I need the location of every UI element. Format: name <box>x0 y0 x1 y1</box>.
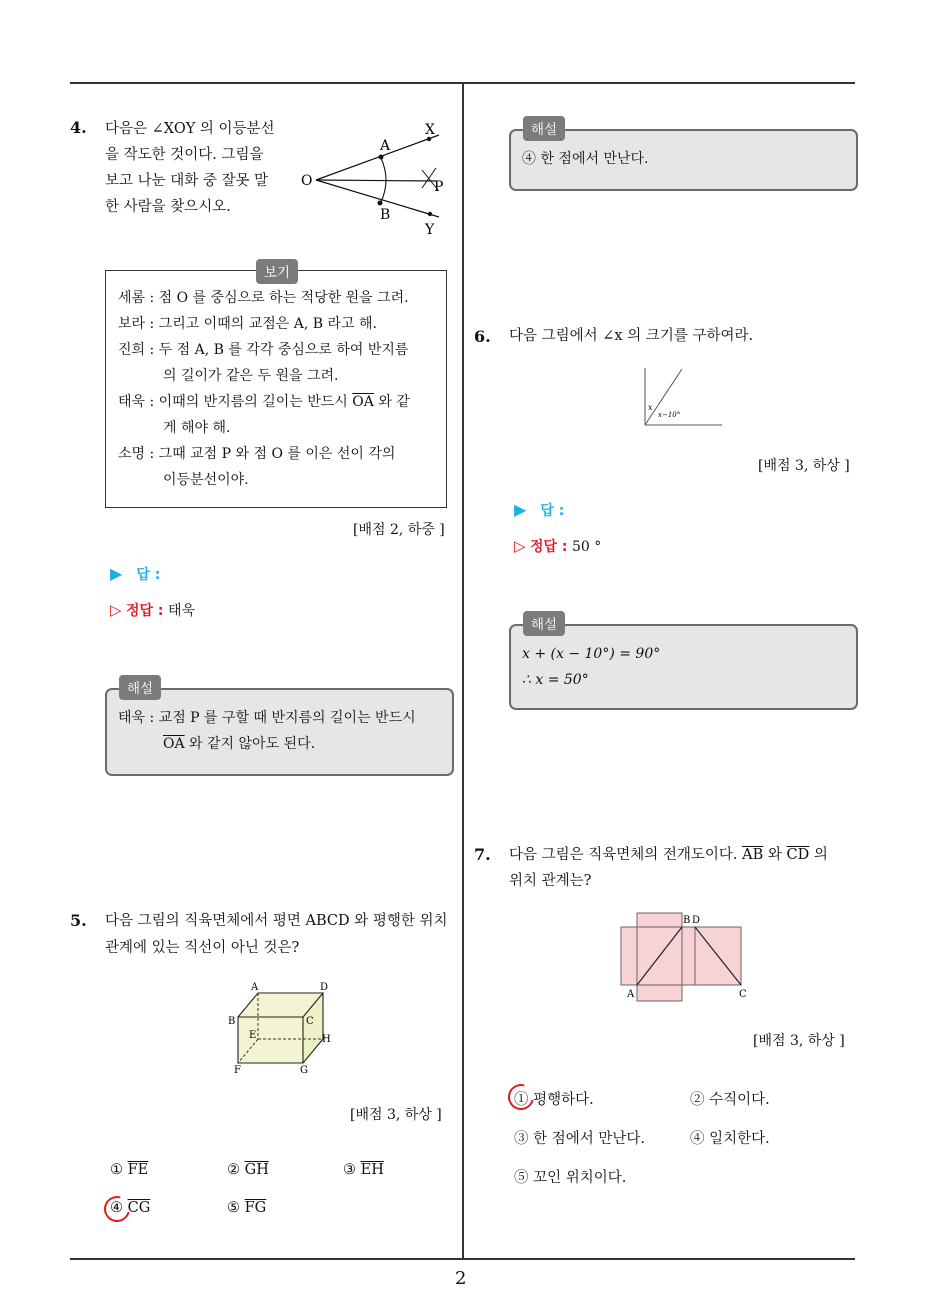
q5-fig-label-f: F <box>234 1065 241 1075</box>
q6-angle-figure <box>640 365 725 430</box>
q6-answer-row <box>514 500 564 520</box>
q4-box-line-2: 보라 : 그리고 이때의 교점은 A, B 라고 해. <box>118 316 377 332</box>
q6-correct-value: 50 ° <box>571 539 602 555</box>
q4-explanation-title: 해설 <box>119 675 161 700</box>
q7-ab: $\overline{AB}$ <box>742 847 764 863</box>
q5-cuboid-figure <box>225 980 340 1075</box>
q4-box-line-8: 이등분선이야. <box>163 472 249 488</box>
q5-line-1: 다음 그림의 직육면체에서 평면 ABCD 와 평행한 위치 <box>105 913 448 929</box>
q5-option-2-value: $\overline{GH}$ <box>244 1162 269 1178</box>
q4-answer-label: 답 : <box>136 567 161 583</box>
q7-score: [배점 3, 하상 ] <box>753 1033 845 1049</box>
q6-fig-label-expr: x−10° <box>658 411 681 419</box>
q6-number: 6. <box>474 327 491 346</box>
q5-number: 5. <box>70 911 87 930</box>
q6-exp-line-1: x + (x − 10°) = 90° <box>522 646 661 662</box>
q7-option-2[interactable] <box>690 1088 770 1109</box>
outline-triangle-icon: ▷ <box>110 601 122 619</box>
q4-box-line-7: 소명 : 그때 교점 P 와 점 O 를 이은 선이 각의 <box>118 446 396 462</box>
q4-fig-label-x: X <box>425 122 435 138</box>
q4-exp-line-1: 태욱 : 교점 P 를 구할 때 반지름의 길이는 반드시 <box>118 710 416 726</box>
q4-box-oa: $\overline{OA}$ <box>352 394 374 410</box>
q7-option-1-value: 평행하다. <box>533 1092 594 1108</box>
q7-fig-label-d: D <box>692 915 701 926</box>
q7-number: 7. <box>474 845 491 864</box>
q4-angle-figure <box>296 118 456 240</box>
q7-option-3-num: ③ <box>514 1131 529 1147</box>
q5-answer-mark-icon <box>99 1191 135 1227</box>
q5-option-3-num: ③ <box>343 1162 356 1178</box>
q4-fig-label-p: P <box>434 179 444 195</box>
q5-option-3-value: $\overline{EH}$ <box>360 1162 384 1178</box>
q4-fig-label-y: Y <box>425 222 435 238</box>
q7-fig-label-c: C <box>739 989 747 1000</box>
q6-correct-label: 정답 : <box>530 539 568 555</box>
q4-box-line-4: 의 길이가 같은 두 원을 그려. <box>163 368 339 384</box>
q6-correct-row <box>514 536 601 556</box>
side-explanation-title: 해설 <box>523 116 565 141</box>
q4-box-line-5 <box>118 389 410 415</box>
q4-example-title: 보기 <box>256 259 298 284</box>
q4-fig-label-b: B <box>380 207 391 223</box>
q7-option-1-num: ① <box>514 1092 529 1108</box>
q6-fig-label-x: x <box>648 403 653 412</box>
q6-exp-line-2: ∴ x = 50° <box>522 672 589 688</box>
q5-fig-label-c: C <box>306 1016 314 1027</box>
side-explanation-text: ④ 한 점에서 만난다. <box>522 151 649 167</box>
q4-exp-line-2 <box>163 731 315 757</box>
q5-option-2-num: ② <box>227 1162 240 1178</box>
play-icon: ▶ <box>514 500 527 519</box>
q4-exp-oa: $\overline{OA}$ <box>163 736 185 752</box>
q4-correct-value: 태욱 <box>167 603 196 619</box>
q7-cd: $\overline{CD}$ <box>786 847 810 863</box>
q4-box-line-1: 세롬 : 점 O 를 중심으로 하는 적당한 원을 그려. <box>118 290 409 306</box>
q7-line-1 <box>509 842 828 869</box>
q7-option-3-value: 한 점에서 만난다. <box>533 1131 645 1147</box>
q4-box-line-5a: 태욱 : 이때의 반지름의 길이는 반드시 <box>118 394 348 410</box>
q4-line-2: 을 작도한 것이다. 그림을 <box>105 147 264 163</box>
q4-line-4: 한 사람을 찾으시오. <box>105 199 231 215</box>
q7-option-5-value: 꼬인 위치이다. <box>533 1170 627 1186</box>
q5-option-1-num: ① <box>110 1162 123 1178</box>
q5-option-4-value: $\overline{CG}$ <box>127 1200 151 1216</box>
q5-line-2: 관계에 있는 직선이 아닌 것은? <box>105 940 300 956</box>
q7-option-4[interactable] <box>690 1127 770 1148</box>
q7-option-3[interactable] <box>514 1127 645 1148</box>
page-number: 2 <box>455 1268 467 1289</box>
q5-option-5-value: $\overline{FG}$ <box>244 1200 267 1216</box>
q5-option-2[interactable] <box>227 1162 269 1178</box>
q7-net-figure <box>615 905 755 1005</box>
play-icon: ▶ <box>110 564 123 583</box>
q7-text-a: 다음 그림은 직육면체의 전개도이다. <box>509 847 738 863</box>
q5-fig-label-a: A <box>251 982 259 993</box>
q7-option-5-num: ⑤ <box>514 1170 529 1186</box>
outline-triangle-icon: ▷ <box>514 537 526 555</box>
q5-option-5[interactable] <box>227 1200 266 1216</box>
q6-score: [배점 3, 하상 ] <box>758 458 850 474</box>
q4-correct-row <box>110 600 195 620</box>
q5-fig-label-g: G <box>300 1065 308 1075</box>
q6-explanation-title: 해설 <box>523 611 565 636</box>
q5-fig-label-d: D <box>320 982 329 993</box>
column-divider <box>462 83 464 1258</box>
q7-answer-mark-icon <box>503 1079 539 1115</box>
q7-option-5[interactable] <box>514 1166 626 1187</box>
q4-number: 4. <box>70 118 87 137</box>
q7-option-2-num: ② <box>690 1092 705 1108</box>
q6-answer-label: 답 : <box>540 503 565 519</box>
q4-box-line-3: 진희 : 두 점 A, B 를 각각 중심으로 하여 반지름 <box>118 342 409 358</box>
bottom-rule <box>70 1258 855 1260</box>
q4-box-line-5b: 와 같 <box>378 394 410 410</box>
q5-option-5-num: ⑤ <box>227 1200 240 1216</box>
q5-fig-label-b: B <box>228 1016 236 1027</box>
q6-text: 다음 그림에서 ∠x 의 크기를 구하여라. <box>509 328 754 344</box>
q7-line-2: 위치 관계는? <box>509 873 592 889</box>
q5-option-1[interactable] <box>110 1162 148 1178</box>
q4-correct-label: 정답 : <box>126 603 164 619</box>
q4-line-1: 다음은 ∠XOY 의 이등분선 <box>105 121 275 137</box>
q4-score: [배점 2, 하중 ] <box>353 522 445 538</box>
q7-option-4-num: ④ <box>690 1131 705 1147</box>
q4-exp-line-2b: 와 같지 않아도 된다. <box>189 736 316 752</box>
q5-option-3[interactable] <box>343 1162 384 1178</box>
q7-option-4-value: 일치한다. <box>709 1131 770 1147</box>
q5-option-1-value: $\overline{FE}$ <box>127 1162 149 1178</box>
q7-text-b: 와 <box>767 847 782 863</box>
q4-line-3: 보고 나눈 대화 중 잘못 말 <box>105 173 269 189</box>
q7-text-c: 의 <box>813 847 828 863</box>
q5-fig-label-h: H <box>322 1034 331 1045</box>
q4-box-line-6: 게 해야 해. <box>163 420 231 436</box>
q7-fig-label-a: A <box>627 989 635 1000</box>
q4-answer-row <box>110 564 160 584</box>
q4-fig-label-o: O <box>301 173 313 189</box>
q5-option-4-num: ④ <box>110 1200 123 1216</box>
q4-fig-label-a: A <box>380 138 391 154</box>
q7-fig-label-b: B <box>683 915 691 926</box>
q5-fig-label-e: E <box>249 1030 257 1041</box>
q7-option-2-value: 수직이다. <box>709 1092 770 1108</box>
q5-score: [배점 3, 하상 ] <box>350 1107 442 1123</box>
